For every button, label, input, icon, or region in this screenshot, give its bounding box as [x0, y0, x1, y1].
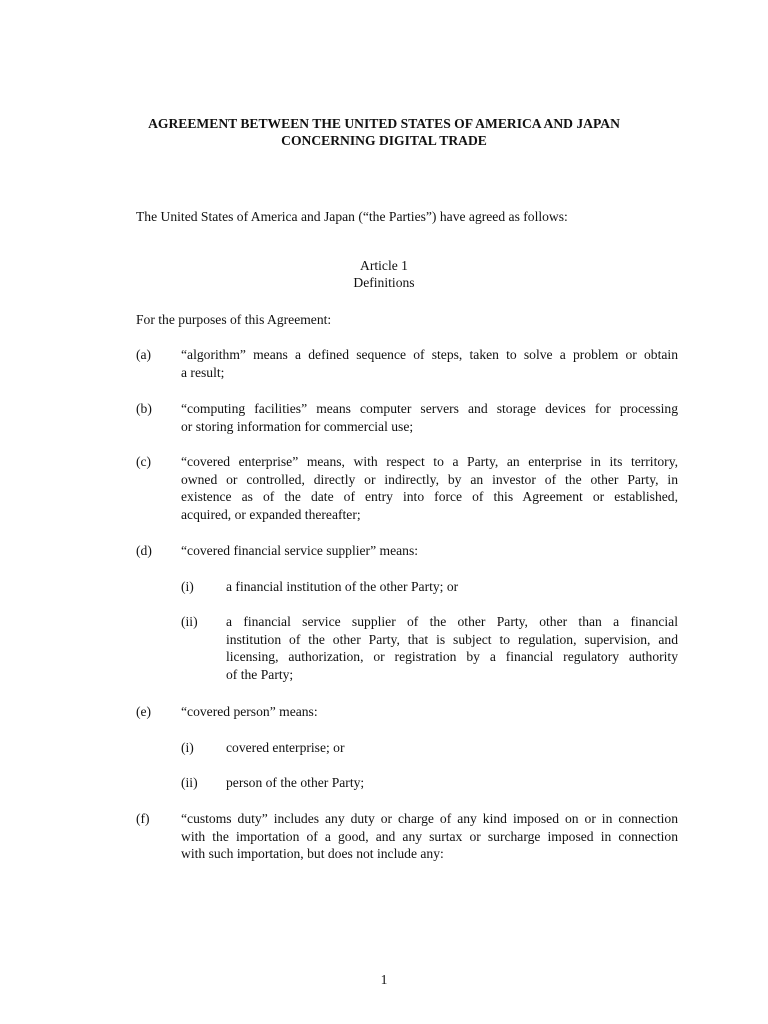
- definition-d-ii-line-1: a financial service supplier of the other Party, other than a financial: [226, 614, 678, 629]
- definition-b-line-1: “computing facilities” means computer servers and storage devices for processing: [181, 401, 678, 416]
- definition-d-ii-label: (ii): [181, 614, 198, 629]
- article-number: Article 1: [360, 258, 408, 273]
- definition-f-label: (f): [136, 811, 150, 826]
- definition-e-label: (e): [136, 704, 152, 719]
- definition-f-text: [181, 810, 678, 863]
- definition-c-text: [181, 453, 678, 523]
- definition-c-line-1: “covered enterprise” means, with respect to a Party, an enterprise in its territory,: [181, 454, 678, 469]
- definition-a-label: (a): [136, 347, 152, 362]
- preamble: The United States of America and Japan (“the Parties”) have agreed as follows:: [136, 209, 568, 224]
- definition-a-line-2: a result;: [181, 364, 225, 380]
- definition-e-i-label: (i): [181, 740, 194, 755]
- definition-c-label: (c): [136, 454, 152, 469]
- definition-e-text: “covered person” means:: [181, 704, 318, 719]
- definition-f-line-1: “customs duty” includes any duty or charge of any kind imposed on or in connection: [181, 811, 678, 826]
- definition-d-i-label: (i): [181, 579, 194, 594]
- document-title-line-2: CONCERNING DIGITAL TRADE: [281, 133, 487, 148]
- definition-f-line-3: with such importation, but does not include any:: [181, 846, 444, 862]
- article-heading: Definitions: [353, 275, 415, 290]
- definition-a-line-1: “algorithm” means a defined sequence of steps, taken to solve a problem or obtain: [181, 347, 678, 362]
- definition-a-text: [181, 346, 678, 381]
- definition-e-ii-label: (ii): [181, 775, 198, 790]
- definition-d-label: (d): [136, 543, 152, 558]
- definition-d-ii-line-4: of the Party;: [226, 666, 294, 682]
- definition-e-i-text: covered enterprise; or: [226, 740, 345, 755]
- definition-b-text: [181, 400, 678, 435]
- definition-c-line-2: owned or controlled, directly or indirectly, by an investor of the other Party, in: [181, 471, 678, 487]
- definition-d-ii-text: [226, 613, 678, 683]
- definition-d-ii-line-2: institution of the other Party, that is subject to regulation, supervision, and: [226, 631, 678, 647]
- definition-f-line-2: with the importation of a good, and any surtax or surcharge imposed in connection: [181, 828, 678, 844]
- definition-c-line-3: existence as of the date of entry into force of this Agreement or established,: [181, 489, 678, 505]
- definitions-intro: For the purposes of this Agreement:: [136, 312, 332, 327]
- definition-d-i-text: a financial institution of the other Party; or: [226, 579, 459, 594]
- definition-b-label: (b): [136, 401, 152, 416]
- definition-d-ii-line-3: licensing, authorization, or registration by a financial regulatory authority: [226, 649, 678, 665]
- page-number: 1: [380, 972, 388, 987]
- definition-c-line-4: acquired, or expanded thereafter;: [181, 506, 361, 522]
- definition-d-text: “covered financial service supplier” means:: [181, 543, 419, 558]
- definition-b-line-2: or storing information for commercial use;: [181, 418, 414, 434]
- definition-e-ii-text: person of the other Party;: [226, 775, 365, 790]
- document-title-line-1: AGREEMENT BETWEEN THE UNITED STATES OF AMERICA AND JAPAN: [148, 116, 620, 131]
